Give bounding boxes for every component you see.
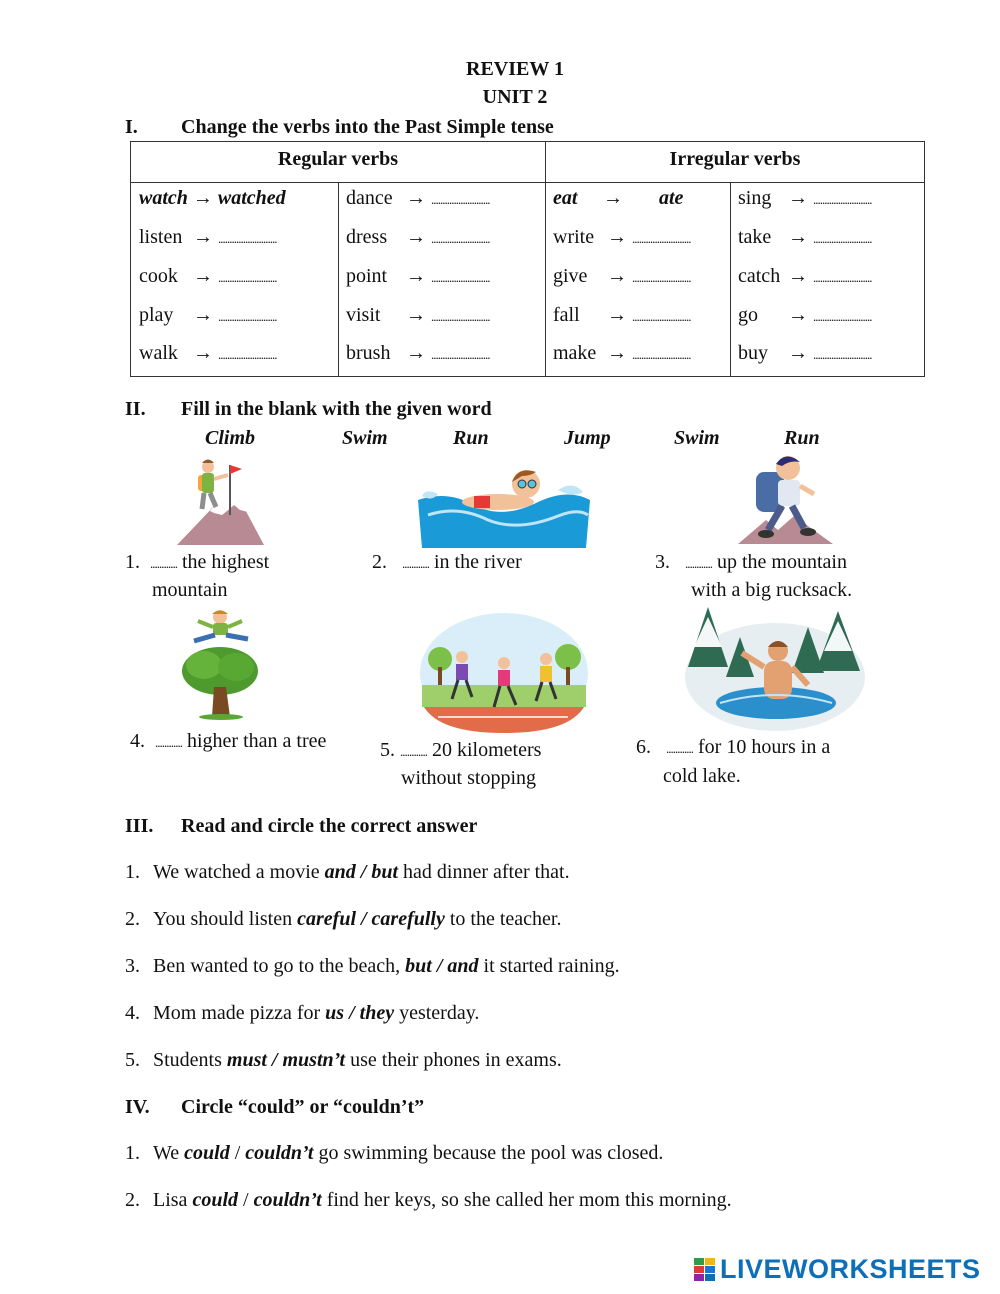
answer-blank[interactable]: .......................... [632, 309, 691, 324]
answer-blank[interactable]: .......................... [632, 231, 691, 246]
arrow-icon: → [607, 342, 627, 364]
regular-verbs-header: Regular verbs [277, 148, 399, 170]
verb-cell: dance → .......................... [346, 187, 490, 209]
section3-title: Read and circle the correct answer [181, 815, 478, 837]
answer-blank[interactable]: .......................... [813, 309, 872, 324]
answer-blank[interactable]: ............ [400, 744, 427, 759]
arrow-icon: → [788, 187, 808, 209]
circle-item: 2. You should listen careful / carefully to the teacher. [125, 908, 562, 930]
answer-blank[interactable]: .......................... [813, 231, 872, 246]
fill-item-1-cont: mountain [152, 579, 228, 601]
verb-cell: catch → .......................... [738, 265, 872, 287]
answer-blank[interactable]: .......................... [632, 270, 691, 285]
liveworksheets-logo-icon [694, 1258, 716, 1282]
verb-cell: sing → .......................... [738, 187, 872, 209]
answer-choice[interactable]: careful / carefully [297, 908, 445, 930]
example-irregular-base: eat [553, 187, 578, 209]
verb-cell: listen → .......................... [139, 226, 277, 248]
arrow-icon: → [193, 226, 213, 248]
fill-item-6-cont: cold lake. [663, 765, 741, 787]
arrow-icon: → [788, 265, 808, 287]
answer-blank[interactable]: .......................... [632, 347, 691, 362]
word-bank-item: Jump [564, 427, 611, 449]
could-item: 2. Lisa could / couldn’t find her keys, so she called her mom this morning. [125, 1189, 732, 1211]
arrow-icon: → [607, 265, 627, 287]
answer-blank[interactable]: ............ [685, 556, 712, 571]
answer-blank[interactable]: .......................... [813, 270, 872, 285]
answer-blank[interactable]: .......................... [431, 192, 490, 207]
arrow-icon: → [406, 342, 426, 364]
answer-choice[interactable]: but / and [405, 955, 479, 977]
fill-item-5: 5. ............ 20 kilometers [380, 739, 542, 761]
arrow-icon: → [406, 304, 426, 326]
word-bank-item: Swim [674, 427, 720, 449]
verb-cell: take → .......................... [738, 226, 872, 248]
arrow-icon: → [788, 304, 808, 326]
answer-blank[interactable]: .......................... [431, 231, 490, 246]
verb-cell: cook → .......................... [139, 265, 277, 287]
verb-cell: point → .......................... [346, 265, 490, 287]
example-regular-base: watch [139, 187, 188, 209]
verb-cell: write → .......................... [553, 226, 691, 248]
choice-could[interactable]: could [184, 1142, 230, 1164]
fill-item-6: 6. ............ for 10 hours in a [636, 736, 831, 758]
choice-couldnt[interactable]: couldn’t [253, 1189, 322, 1211]
circle-item: 4. Mom made pizza for us / they yesterday. [125, 1002, 480, 1024]
fill-item-5-cont: without stopping [401, 767, 537, 789]
arrow-icon: → [193, 265, 213, 287]
arrow-icon: → [607, 304, 627, 326]
jumping-boy-illustration [180, 607, 266, 721]
example-irregular-past: ate [659, 187, 684, 209]
verb-cell: make → .......................... [553, 342, 691, 364]
verb-cell: play → .......................... [139, 304, 277, 326]
arrow-icon: → [788, 226, 808, 248]
answer-blank[interactable]: ............ [150, 556, 177, 571]
arrow-icon: → [406, 187, 426, 209]
could-item: 1. We could / couldn’t go swimming because the pool was closed. [125, 1142, 664, 1164]
example-regular [139, 187, 286, 210]
cold-lake-illustration [680, 607, 870, 731]
section4-title: Circle “could” or “couldn’t” [181, 1096, 425, 1118]
arrow-icon: → [607, 226, 627, 248]
answer-blank[interactable]: .......................... [218, 347, 277, 362]
irregular-verbs-header: Irregular verbs [669, 148, 801, 170]
answer-blank[interactable]: .......................... [431, 309, 490, 324]
answer-blank[interactable]: .......................... [813, 192, 872, 207]
arrow-icon: → [406, 226, 426, 248]
answer-blank[interactable]: ............ [155, 735, 182, 750]
arrow-icon: → [193, 304, 213, 326]
word-bank-item: Run [453, 427, 489, 449]
word-bank-item: Run [784, 427, 820, 449]
choice-couldnt[interactable]: couldn’t [245, 1142, 314, 1164]
arrow-icon: → [192, 187, 213, 209]
arrow-icon: → [788, 342, 808, 364]
verb-cell: walk → .......................... [139, 342, 277, 364]
verb-cell: give → .......................... [553, 265, 691, 287]
answer-blank[interactable]: .......................... [431, 347, 490, 362]
answer-blank[interactable]: .......................... [813, 347, 872, 362]
section2-title: Fill in the blank with the given word [181, 398, 492, 420]
word-bank-item: Swim [342, 427, 388, 449]
fill-item-2: 2. ............ in the river [372, 551, 522, 573]
verb-cell: fall → .......................... [553, 304, 691, 326]
circle-item: 1. We watched a movie and / but had dinner after that. [125, 861, 570, 883]
answer-choice[interactable]: and / but [324, 861, 399, 883]
page-subtitle: UNIT 2 [482, 86, 548, 108]
answer-blank[interactable]: .......................... [218, 270, 277, 285]
arrow-icon: → [603, 187, 623, 209]
example-regular-past: watched [217, 187, 286, 209]
verb-table [130, 141, 925, 377]
runners-illustration [418, 607, 590, 735]
example-irregular [553, 187, 683, 210]
section2-number: II. [125, 398, 146, 420]
arrow-icon: → [193, 342, 213, 364]
liveworksheets-logo: LIVEWORKSHEETS [720, 1254, 981, 1284]
section1-number: I. [125, 116, 138, 138]
arrow-icon: → [406, 265, 426, 287]
answer-blank[interactable]: ............ [666, 741, 693, 756]
answer-blank[interactable]: ............ [402, 556, 429, 571]
verb-cell: visit → .......................... [346, 304, 490, 326]
answer-blank[interactable]: .......................... [218, 309, 277, 324]
answer-blank[interactable]: .......................... [431, 270, 490, 285]
word-bank-item: Climb [205, 427, 256, 449]
verb-cell: go → .......................... [738, 304, 872, 326]
fill-item-4: 4. ............ higher than a tree [130, 730, 327, 752]
verb-cell: brush → .......................... [346, 342, 490, 364]
swimmer-illustration [418, 460, 590, 548]
choice-could[interactable]: could [192, 1189, 238, 1211]
fill-item-3: 3. ............ up the mountain [655, 551, 847, 573]
fill-item-3-cont: with a big rucksack. [691, 579, 853, 601]
verb-cell: dress → .......................... [346, 226, 490, 248]
fill-item-1: 1. ............ the highest [125, 551, 270, 573]
page-title: REVIEW 1 [466, 58, 564, 80]
verb-cell: buy → .......................... [738, 342, 872, 364]
answer-choice[interactable]: us / they [325, 1002, 395, 1024]
section3-number: III. [125, 815, 154, 837]
section4-number: IV. [125, 1096, 150, 1118]
circle-item: 3. Ben wanted to go to the beach, but / and it started raining. [125, 955, 620, 977]
climber-illustration [172, 455, 267, 547]
circle-item: 5. Students must / mustn’t use their phones in exams. [125, 1049, 562, 1071]
runner-hiker-illustration [738, 450, 833, 546]
section1-title: Change the verbs into the Past Simple tense [181, 116, 554, 138]
answer-blank[interactable]: .......................... [218, 231, 277, 246]
answer-choice[interactable]: must / mustn’t [226, 1049, 346, 1071]
